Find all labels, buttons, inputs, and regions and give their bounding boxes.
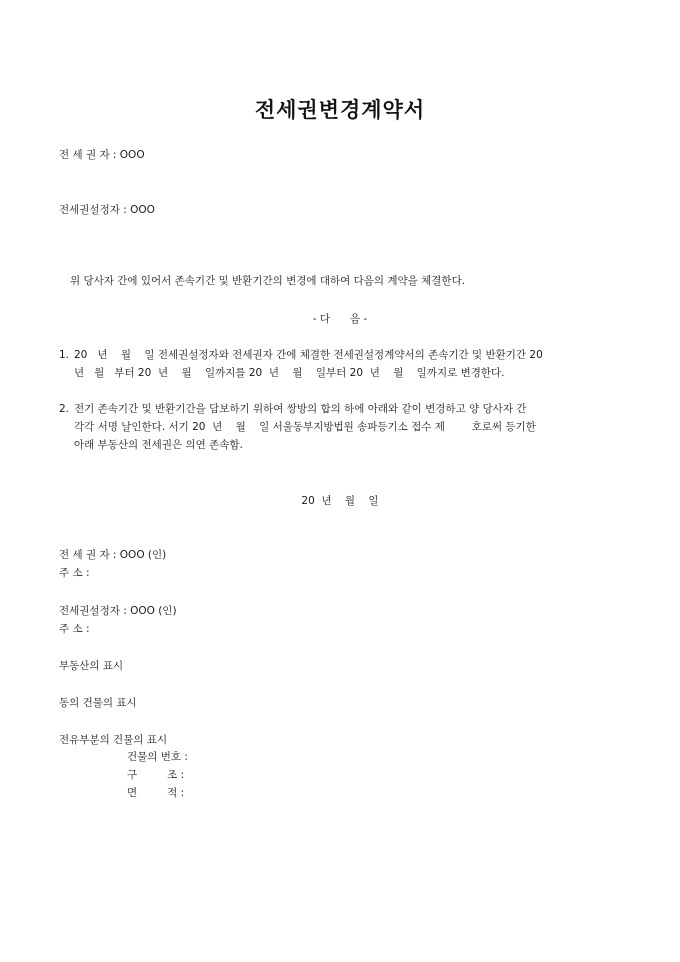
signature-holder-address: 주 소 : (59, 567, 90, 579)
party-holder: 전 세 권 자 : OOO (59, 149, 145, 161)
structure-field: 구 조 : (127, 769, 185, 781)
clause-1-line-2: 년 월 부터 20 년 월 일까지를 20 년 월 일부터 20 년 월 일까지로 변경한다. (74, 367, 505, 379)
clause-1-number: 1. (59, 349, 70, 361)
realestate-label: 부동산의 표시 (59, 660, 124, 672)
unit-label: 전유부분의 건물의 표시 (59, 734, 168, 746)
section-heading: - 다 음 - (312, 313, 368, 325)
clause-2-line-3: 아래 부동산의 전세권은 의연 존속함. (74, 439, 243, 451)
clause-2-line-2: 각각 서명 날인한다. 서기 20 년 월 일 서울동부지방법원 송파등기소 접수 제 호로써 등기한 (74, 421, 536, 433)
clause-2-number: 2. (59, 403, 70, 415)
document-title: 전세권변경계약서 (254, 98, 426, 122)
contract-date: 20 년 월 일 (301, 495, 379, 507)
intro-text: 위 당사자 간에 있어서 존속기간 및 반환기간의 변경에 대하여 다음의 계약을 체결한다. (70, 275, 466, 287)
clause-1-line-1: 20 년 월 일 전세권설정자와 전세권자 간에 체결한 전세권설정계약서의 존속기간 및 반환기간 20 (74, 349, 543, 361)
clause-2-line-1: 전기 존속기간 및 반환기간을 담보하기 위하여 쌍방의 합의 하에 아래와 같이 변경하고 양 당사자 간 (74, 403, 527, 415)
area-field: 면 적 : (127, 787, 185, 799)
building-number-field: 건물의 번호 : (127, 751, 188, 763)
signature-grantor: 전세권설정자 : OOO (인) (59, 605, 177, 617)
party-grantor: 전세권설정자 : OOO (59, 204, 155, 216)
signature-grantor-address: 주 소 : (59, 623, 90, 635)
signature-holder: 전 세 권 자 : OOO (인) (59, 549, 167, 561)
building-label: 동의 건물의 표시 (59, 697, 137, 709)
